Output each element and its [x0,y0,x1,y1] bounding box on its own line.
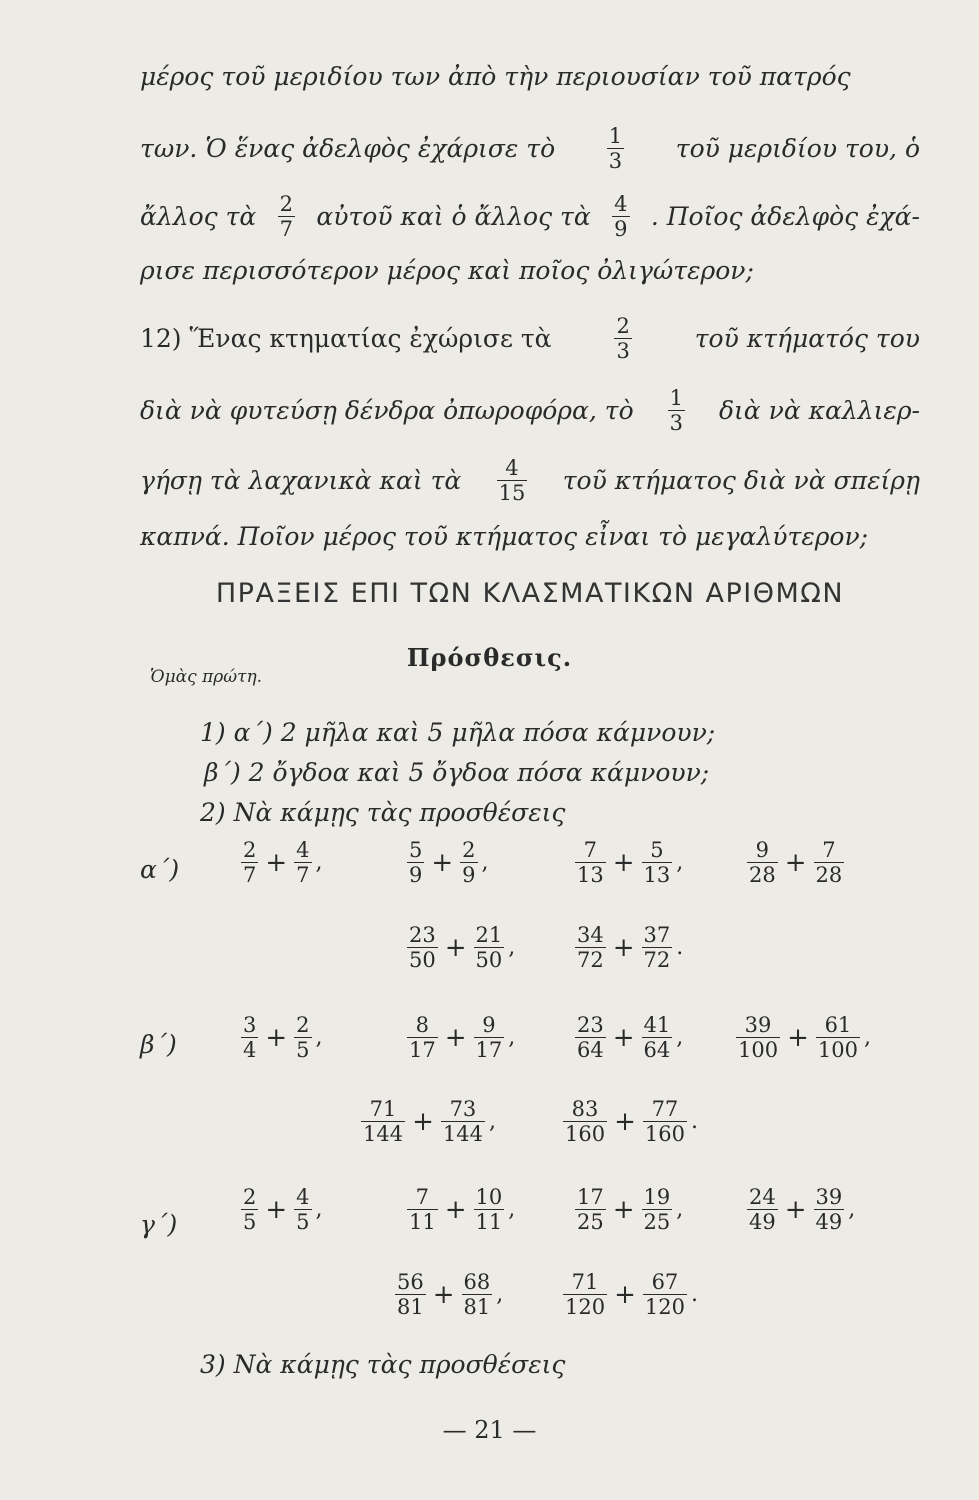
punctuation: , [315,1197,323,1222]
denominator: 49 [749,1210,776,1234]
denominator: 4 [243,1038,257,1062]
page-number: — 21 — [442,1416,537,1444]
denominator: 7 [296,863,310,887]
fraction [575,1185,606,1234]
text-line-4 [140,256,920,286]
fraction [407,923,438,972]
fraction [474,1185,505,1234]
plus-sign: + [614,1279,636,1310]
sum-expression [560,1097,698,1146]
row-label-c: γ΄) [140,1210,178,1239]
exercise-1a: 1) α΄) 2 μῆλα καὶ 5 μῆλα πόσα κάμνουν; [200,718,716,747]
numerator: 2 [243,838,257,862]
fraction [294,1185,311,1234]
punctuation: , [676,1025,684,1050]
sum-expression [238,838,323,887]
text-line-6 [140,386,920,435]
plus-sign: + [612,1194,635,1225]
text-line-7 [140,456,920,505]
numerator: 56 [397,1270,424,1294]
fraction [642,1013,673,1062]
fraction [575,1013,606,1062]
fraction [814,838,845,887]
numerator: 5 [650,838,664,862]
denominator: 3 [608,149,623,173]
fraction [407,838,424,887]
denominator: 28 [815,863,843,887]
denominator: 64 [643,1038,671,1062]
plus-sign: + [431,847,454,878]
sum-expression [560,1270,698,1319]
numerator: 9 [755,838,770,862]
fraction [816,1013,860,1062]
fraction [575,923,606,972]
plus-sign: + [784,847,807,878]
fraction [668,386,685,435]
denominator: 120 [644,1295,685,1319]
fraction [407,1185,438,1234]
fraction [474,1013,505,1062]
numerator: 4 [505,456,519,480]
numerator: 71 [571,1270,599,1294]
numerator: 23 [577,1013,604,1037]
denominator: 11 [475,1210,503,1234]
numerator: 7 [583,838,598,862]
punctuation: , [508,935,516,960]
denominator: 17 [409,1038,436,1062]
sum-expression [744,838,848,887]
line-text: τοῦ κτήματος διὰ νὰ σπείρῃ [562,465,920,495]
line-text: ρισε περισσότερον μέρος καὶ ποῖος ὀλιγώτερον; [140,256,754,285]
line-text: των. Ὁ ἕνας ἀδελφὸς ἐχάρισε τὸ [140,133,556,163]
denominator: 64 [577,1038,604,1062]
numerator: 39 [815,1185,843,1209]
sum-expression [404,923,515,972]
denominator: 7 [279,217,294,241]
fraction [614,314,631,363]
denominator: 81 [463,1295,491,1319]
numerator: 4 [614,192,628,216]
plus-sign: + [612,1022,635,1053]
punctuation: , [508,1025,516,1050]
numerator: 8 [415,1013,430,1037]
punctuation: , [315,850,323,875]
numerator: 73 [449,1097,477,1121]
sum-expression [238,1185,323,1234]
fraction [407,1013,438,1062]
punctuation: , [863,1025,871,1050]
denominator: 17 [475,1038,503,1062]
denominator: 144 [363,1122,404,1146]
fraction [441,1097,485,1146]
plus-sign: + [612,932,635,963]
plus-sign: + [412,1106,434,1137]
numerator: 4 [296,838,310,862]
punctuation: , [508,1197,516,1222]
fraction [294,1013,311,1062]
sum-expression [572,1013,683,1062]
numerator: 23 [409,923,436,947]
punctuation: . [690,1282,698,1307]
punctuation: , [848,1197,856,1222]
numerator: 71 [369,1097,397,1121]
denominator: 5 [296,1210,310,1234]
fraction [294,838,311,887]
numerator: 9 [482,1013,496,1037]
fraction [814,1185,845,1234]
denominator: 72 [643,948,671,972]
sum-expression [744,1185,855,1234]
numerator: 41 [643,1013,671,1037]
group-label: Ὁμὰς πρώτη. [150,667,263,687]
numerator: 1 [669,386,683,410]
plus-sign: + [612,847,635,878]
denominator: 9 [462,863,476,887]
fraction [241,838,258,887]
line-text: γήσῃ τὰ λαχανικὰ καὶ τὰ [140,465,462,495]
fraction [241,1013,258,1062]
fraction [736,1013,780,1062]
denominator: 100 [817,1038,858,1062]
numerator: 2 [279,192,294,216]
denominator: 3 [669,411,683,435]
punctuation: , [488,1109,496,1134]
sum-expression [572,923,683,972]
sum-expression [572,838,683,887]
fraction [747,1185,778,1234]
line-text: 12) Ἕνας κτηματίας ἐχώρισε τὰ [140,323,552,353]
line-text: καπνά. Ποῖον μέρος τοῦ κτήματος εἶναι τὸ μεγαλύτερον; [140,522,869,551]
numerator: 2 [616,314,630,338]
exercise-3: 3) Νὰ κάμῃς τὰς προσθέσεις [200,1350,566,1379]
numerator: 34 [577,923,604,947]
fraction [643,1097,687,1146]
punctuation: . [676,935,684,960]
numerator: 2 [243,1185,257,1209]
fraction [563,1270,607,1319]
text-line-5 [140,314,920,363]
sum-expression [733,1013,871,1062]
denominator: 15 [498,481,526,505]
line-text: τοῦ κτήματός του [694,323,920,353]
line-text: διὰ νὰ καλλιερ- [718,395,920,425]
fraction [642,923,673,972]
denominator: 13 [577,863,604,887]
plus-sign: + [265,847,288,878]
denominator: 50 [475,948,503,972]
denominator: 9 [409,863,423,887]
denominator: 5 [296,1038,310,1062]
denominator: 28 [749,863,776,887]
line-text: αὐτοῦ καὶ ὁ ἄλλος τὰ [316,201,591,231]
row-label-a: α΄) [140,855,180,884]
section-heading: ΠΡΑΞΕΙΣ ΕΠΙ ΤΩΝ ΚΛΑΣΜΑΤΙΚΩΝ ΑΡΙΘΜΩΝ [215,578,845,609]
numerator: 19 [643,1185,671,1209]
numerator: 37 [643,923,671,947]
fraction [563,1097,607,1146]
denominator: 81 [397,1295,424,1319]
fraction [460,838,477,887]
plus-sign: + [444,1022,467,1053]
line-text: διὰ νὰ φυτεύσῃ δένδρα ὀπωροφόρα, τὸ [140,395,634,425]
punctuation: , [315,1025,323,1050]
denominator: 25 [643,1210,671,1234]
plus-sign: + [432,1279,455,1310]
fraction [395,1270,426,1319]
sum-expression [392,1270,503,1319]
punctuation: , [496,1282,504,1307]
plus-sign: + [784,1194,807,1225]
denominator: 50 [409,948,436,972]
punctuation: , [676,850,684,875]
plus-sign: + [265,1022,288,1053]
numerator: 77 [651,1097,679,1121]
numerator: 17 [577,1185,604,1209]
numerator: 1 [608,124,623,148]
fraction [642,1185,673,1234]
numerator: 39 [744,1013,772,1037]
fraction [612,192,629,241]
fraction [241,1185,258,1234]
text-line-1 [140,62,920,92]
numerator: 24 [749,1185,776,1209]
denominator: 5 [243,1210,257,1234]
row-label-b: β΄) [140,1030,177,1059]
line-text: . Ποῖος ἀδελφὸς ἐχά- [650,201,920,231]
numerator: 83 [571,1097,599,1121]
denominator: 160 [644,1122,685,1146]
denominator: 25 [577,1210,604,1234]
numerator: 2 [296,1013,310,1037]
numerator: 7 [415,1185,430,1209]
numerator: 61 [824,1013,852,1037]
punctuation: . [690,1109,698,1134]
fraction [642,838,673,887]
sum-expression [572,1185,683,1234]
plus-sign: + [265,1194,288,1225]
fraction [361,1097,405,1146]
denominator: 9 [614,217,628,241]
numerator: 3 [243,1013,257,1037]
punctuation: , [481,850,489,875]
sum-expression [404,838,489,887]
line-text: ἄλλος τὰ [140,201,257,231]
numerator: 67 [651,1270,679,1294]
fraction [474,923,505,972]
numerator: 2 [462,838,476,862]
denominator: 11 [409,1210,436,1234]
numerator: 68 [463,1270,491,1294]
sum-expression [238,1013,323,1062]
line-text: μέρος τοῦ μεριδίου των ἀπὸ τὴν περιουσίαν τοῦ πατρός [140,62,851,91]
text-line-3 [140,192,920,241]
denominator: 49 [815,1210,843,1234]
fraction [462,1270,493,1319]
denominator: 160 [565,1122,606,1146]
denominator: 72 [577,948,604,972]
fraction [278,192,295,241]
numerator: 5 [409,838,423,862]
punctuation: , [676,1197,684,1222]
fraction [643,1270,687,1319]
denominator: 144 [442,1122,483,1146]
denominator: 120 [565,1295,606,1319]
sum-expression [404,1185,515,1234]
line-text: τοῦ μεριδίου του, ὁ [675,133,920,163]
text-line-2 [140,124,920,173]
fraction [747,838,778,887]
plus-sign: + [787,1022,809,1053]
text-line-8 [140,522,920,552]
denominator: 100 [738,1038,779,1062]
subsection-heading: Πρόσθεσις. [406,643,573,672]
sum-expression [404,1013,515,1062]
sum-expression [358,1097,496,1146]
numerator: 7 [822,838,836,862]
denominator: 7 [243,863,257,887]
exercise-2: 2) Νὰ κάμῃς τὰς προσθέσεις [200,798,566,827]
plus-sign: + [444,1194,467,1225]
numerator: 21 [475,923,503,947]
plus-sign: + [614,1106,636,1137]
denominator: 13 [643,863,671,887]
fraction [607,124,624,173]
plus-sign: + [444,932,467,963]
fraction [497,456,528,505]
denominator: 3 [616,339,630,363]
numerator: 4 [296,1185,310,1209]
exercise-1b: β΄) 2 ὄγδοα καὶ 5 ὄγδοα πόσα κάμνουν; [204,758,710,787]
fraction [575,838,606,887]
numerator: 10 [475,1185,503,1209]
